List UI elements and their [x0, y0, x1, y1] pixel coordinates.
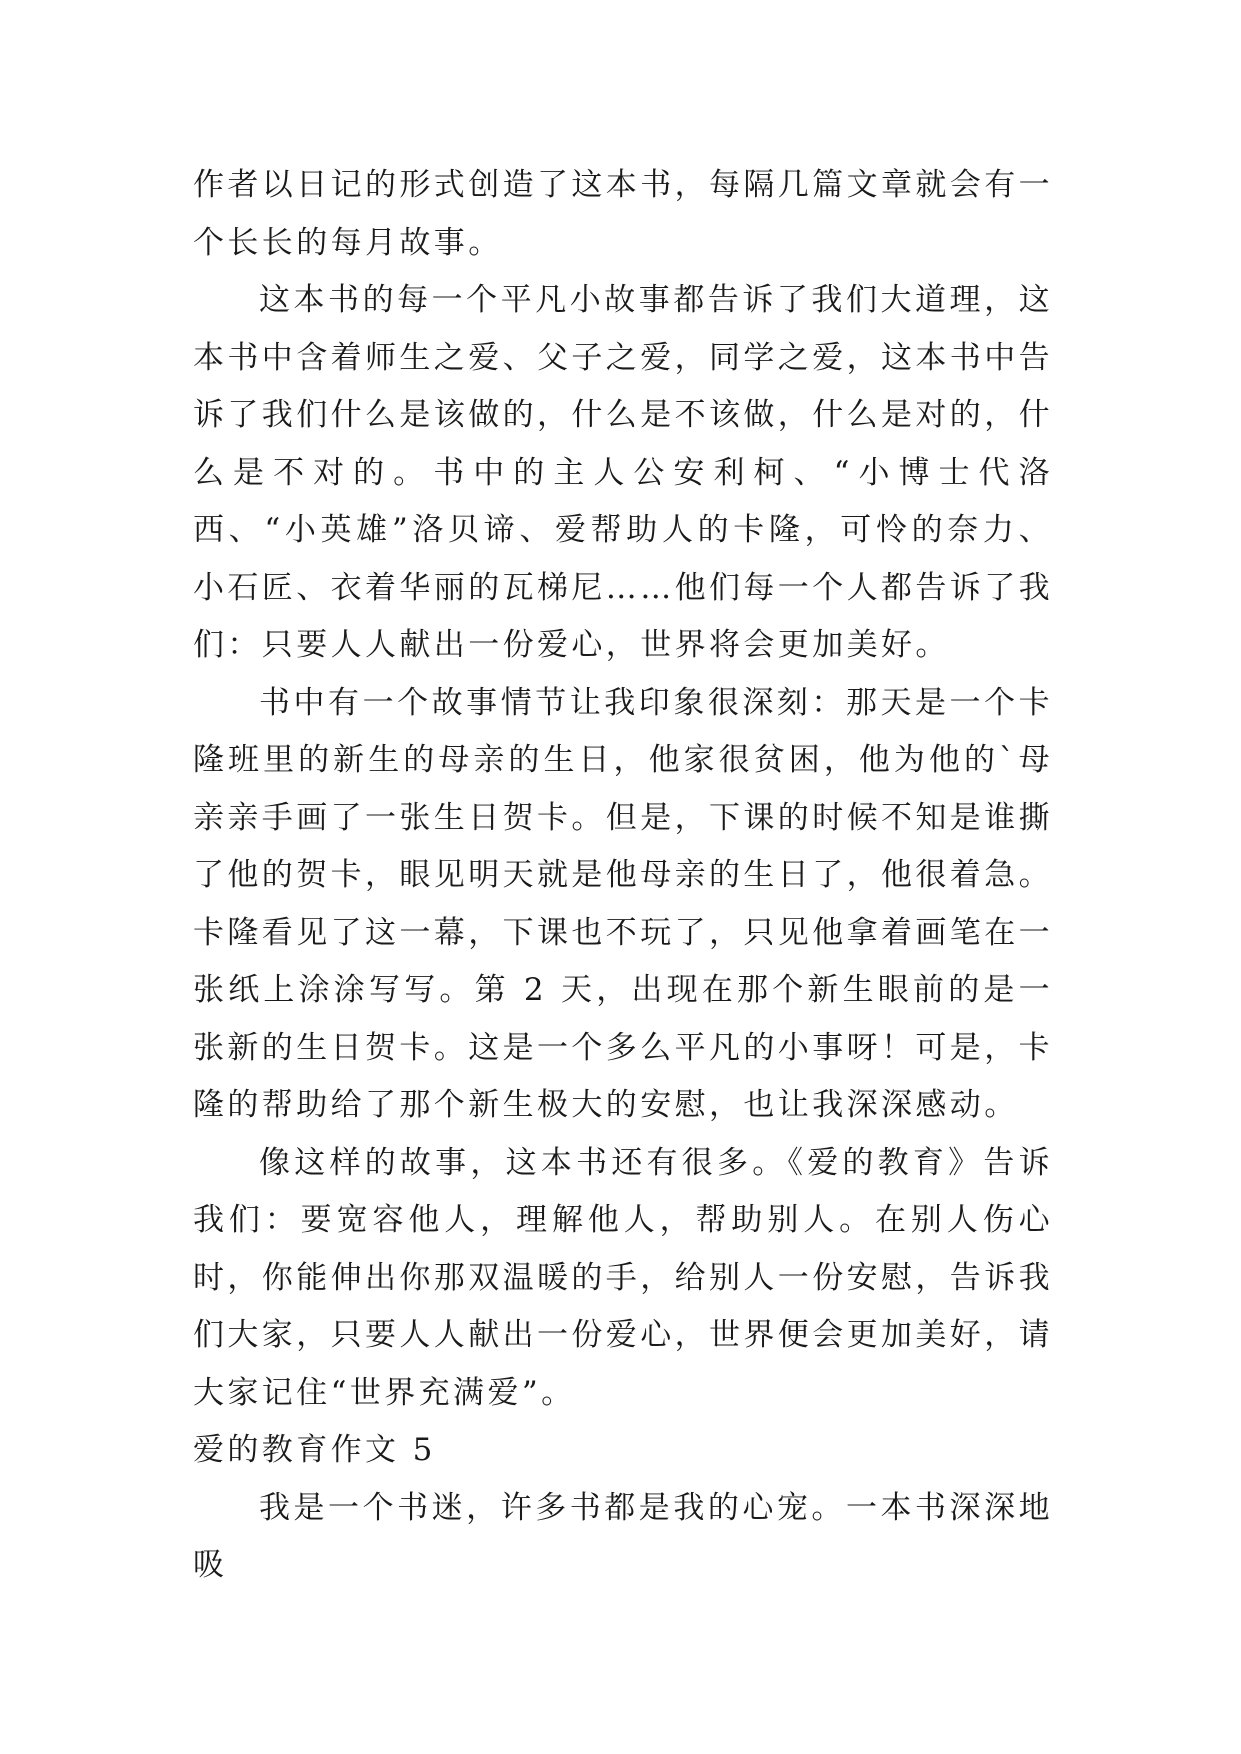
paragraph-3: 书中有一个故事情节让我印象很深刻：那天是一个卡隆班里的新生的母亲的生日，他家很贫困，他为他的`母亲亲手画了一张生日贺卡。但是，下课的时候不知是谁撕了他的贺卡，眼见明天就是他母亲的生日了，他很着急。卡隆看见了这一幕，下课也不玩了，只见他拿着画笔在一张纸上涂涂写写。第 2 天，出现在那个新生眼前的是一张新的生日贺卡。这是一个多么平凡的小事呀！可是，卡隆的帮助给了那个新生极大的安慰，也让我深深感动。: [193, 684, 1053, 1123]
paragraph-4: 像这样的故事，这本书还有很多。《爱的教育》告诉我们：要宽容他人，理解他人，帮助别人。在别人伤心时，你能伸出你那双温暖的手，给别人一份安慰，告诉我们大家，只要人人献出一份爱心，世界便会更加美好，请大家记住“世界充满爱”。: [193, 1144, 1053, 1411]
paragraph-1: 作者以日记的形式创造了这本书，每隔几篇文章就会有一个长长的每月故事。: [193, 167, 1053, 261]
paragraph-5: 我是一个书迷，许多书都是我的心宠。一本书深深地吸: [193, 1489, 1053, 1583]
paragraph-2: 这本书的每一个平凡小故事都告诉了我们大道理，这本书中含着师生之爱、父子之爱，同学之爱，这本书中告诉了我们什么是该做的，什么是不该做，什么是对的，什么是不对的。书中的主人公安利柯、“小博士代洛西、“小英雄”洛贝谛、爱帮助人的卡隆，可怜的奈力、小石匠、衣着华丽的瓦梯尼……他们每一个人都告诉了我们：只要人人献出一份爱心，世界将会更加美好。: [193, 282, 1053, 663]
section-heading: 爱的教育作文 5: [193, 1432, 436, 1468]
document-body: [193, 157, 1053, 1595]
